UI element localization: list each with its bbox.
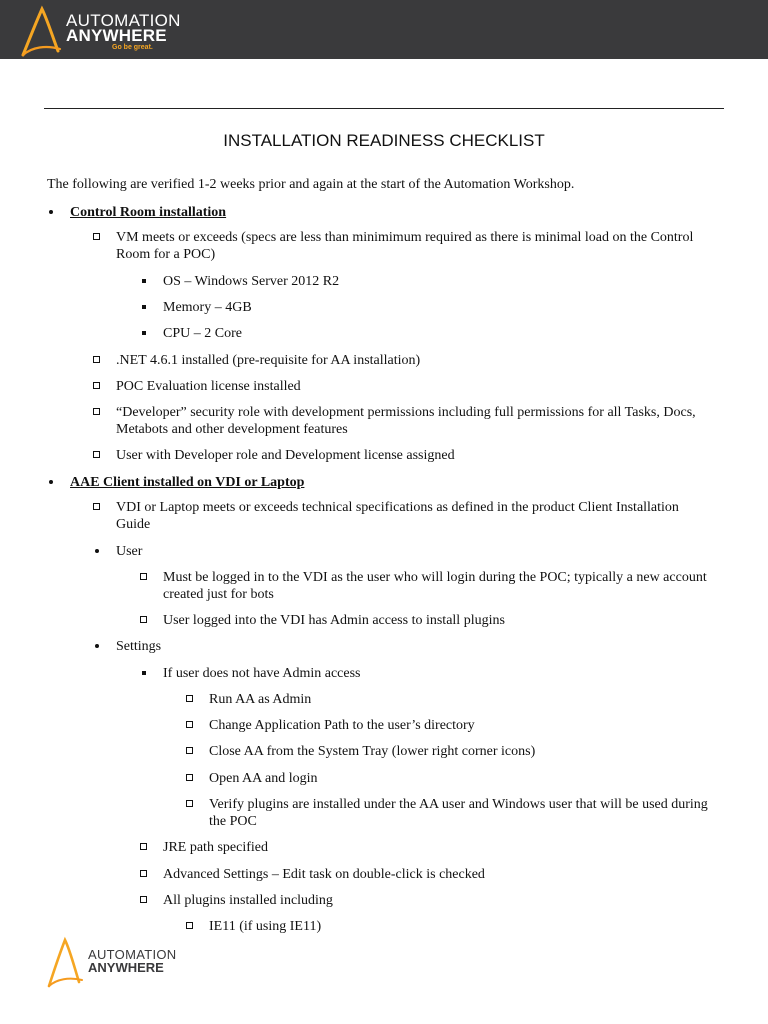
checkbox-icon — [140, 616, 147, 623]
square-bullet-icon — [142, 305, 146, 309]
intro-text: The following are verified 1-2 weeks prior and again at the start of the Automation Workshop. — [47, 177, 575, 192]
checklist-item-vdi: VDI or Laptop meets or exceeds technical specifications as defined in the product Client Installation Guide — [116, 499, 716, 533]
checkbox-icon — [93, 503, 100, 510]
checklist-item-plugins: All plugins installed including — [163, 892, 333, 909]
square-bullet-icon — [142, 279, 146, 283]
checkbox-icon — [140, 870, 147, 877]
title-divider — [44, 108, 724, 109]
header-bar — [0, 0, 768, 59]
square-bullet-icon — [142, 331, 146, 335]
logo-line2: ANYWHERE — [66, 26, 167, 45]
checklist-item-role: “Developer” security role with development permissions including full permissions for all Tasks, Docs, Metabots and other development features — [116, 404, 716, 438]
checkbox-icon — [140, 573, 147, 580]
step-item: Change Application Path to the user’s directory — [209, 717, 475, 734]
checklist-item-advanced: Advanced Settings – Edit task on double-click is checked — [163, 866, 485, 883]
checklist-item-user: User with Developer role and Development license assigned — [116, 447, 455, 464]
automation-anywhere-logo[interactable] — [20, 5, 190, 57]
checkbox-icon — [93, 356, 100, 363]
step-item-verify: Verify plugins are installed under the AA user and Windows user that will be used during the POC — [209, 796, 724, 830]
footer-logo-line1: AUTOMATION — [88, 947, 177, 962]
item-text-line1: VM meets or exceeds (specs are less than minimimum required as there is minimal load on the Control — [116, 230, 694, 245]
square-bullet-icon — [142, 671, 146, 675]
item-text-line2: Room for a POC) — [116, 247, 216, 262]
a-logo-icon — [46, 936, 86, 990]
checklist-item-login: Must be logged in to the VDI as the user who will login during the POC; typically a new account created just for bots — [163, 569, 723, 603]
checklist-item-license: POC Evaluation license installed — [116, 378, 301, 395]
footer-logo — [46, 936, 206, 990]
step-item: Open AA and login — [209, 770, 318, 787]
footer-logo-line2: ANYWHERE — [88, 960, 164, 975]
checkbox-icon — [93, 233, 100, 240]
checkbox-icon — [186, 695, 193, 702]
subsection-settings: Settings — [116, 638, 161, 655]
section-aae-client — [70, 474, 304, 491]
spec-item-memory: Memory – 4GB — [163, 299, 252, 316]
bullet-icon — [95, 549, 99, 553]
checkbox-icon — [93, 408, 100, 415]
checkbox-icon — [93, 451, 100, 458]
a-logo-icon — [20, 5, 66, 57]
checkbox-icon — [186, 800, 193, 807]
checklist-item-vm — [116, 229, 716, 263]
bullet-icon — [95, 644, 99, 648]
bullet-icon — [49, 480, 53, 484]
checkbox-icon — [93, 382, 100, 389]
checklist-item-jre: JRE path specified — [163, 839, 268, 856]
spec-item-cpu: CPU – 2 Core — [163, 325, 242, 342]
checklist-item-admin-access: User logged into the VDI has Admin access to install plugins — [163, 612, 505, 629]
checkbox-icon — [186, 721, 193, 728]
step-item: Close AA from the System Tray (lower right corner icons) — [209, 743, 535, 760]
logo-tagline: Go be great. — [112, 44, 153, 51]
section-heading: Control Room installation — [70, 205, 227, 220]
logo-line1: AUTOMATION — [66, 11, 181, 30]
checkbox-icon — [140, 896, 147, 903]
checkbox-icon — [140, 843, 147, 850]
document-title: INSTALLATION READINESS CHECKLIST — [223, 131, 545, 150]
checkbox-icon — [186, 922, 193, 929]
spec-item-os: OS – Windows Server 2012 R2 — [163, 273, 339, 290]
checkbox-icon — [186, 747, 193, 754]
checklist-item-net: .NET 4.6.1 installed (pre-requisite for AA installation) — [116, 352, 420, 369]
checkbox-icon — [186, 774, 193, 781]
bullet-icon — [49, 210, 53, 214]
plugin-item-ie11: IE11 (if using IE11) — [209, 918, 321, 935]
settings-no-admin: If user does not have Admin access — [163, 665, 361, 682]
section-heading: AAE Client installed on VDI or Laptop — [70, 475, 305, 490]
step-item: Run AA as Admin — [209, 691, 311, 708]
subsection-user: User — [116, 543, 142, 560]
section-control-room — [70, 204, 226, 221]
